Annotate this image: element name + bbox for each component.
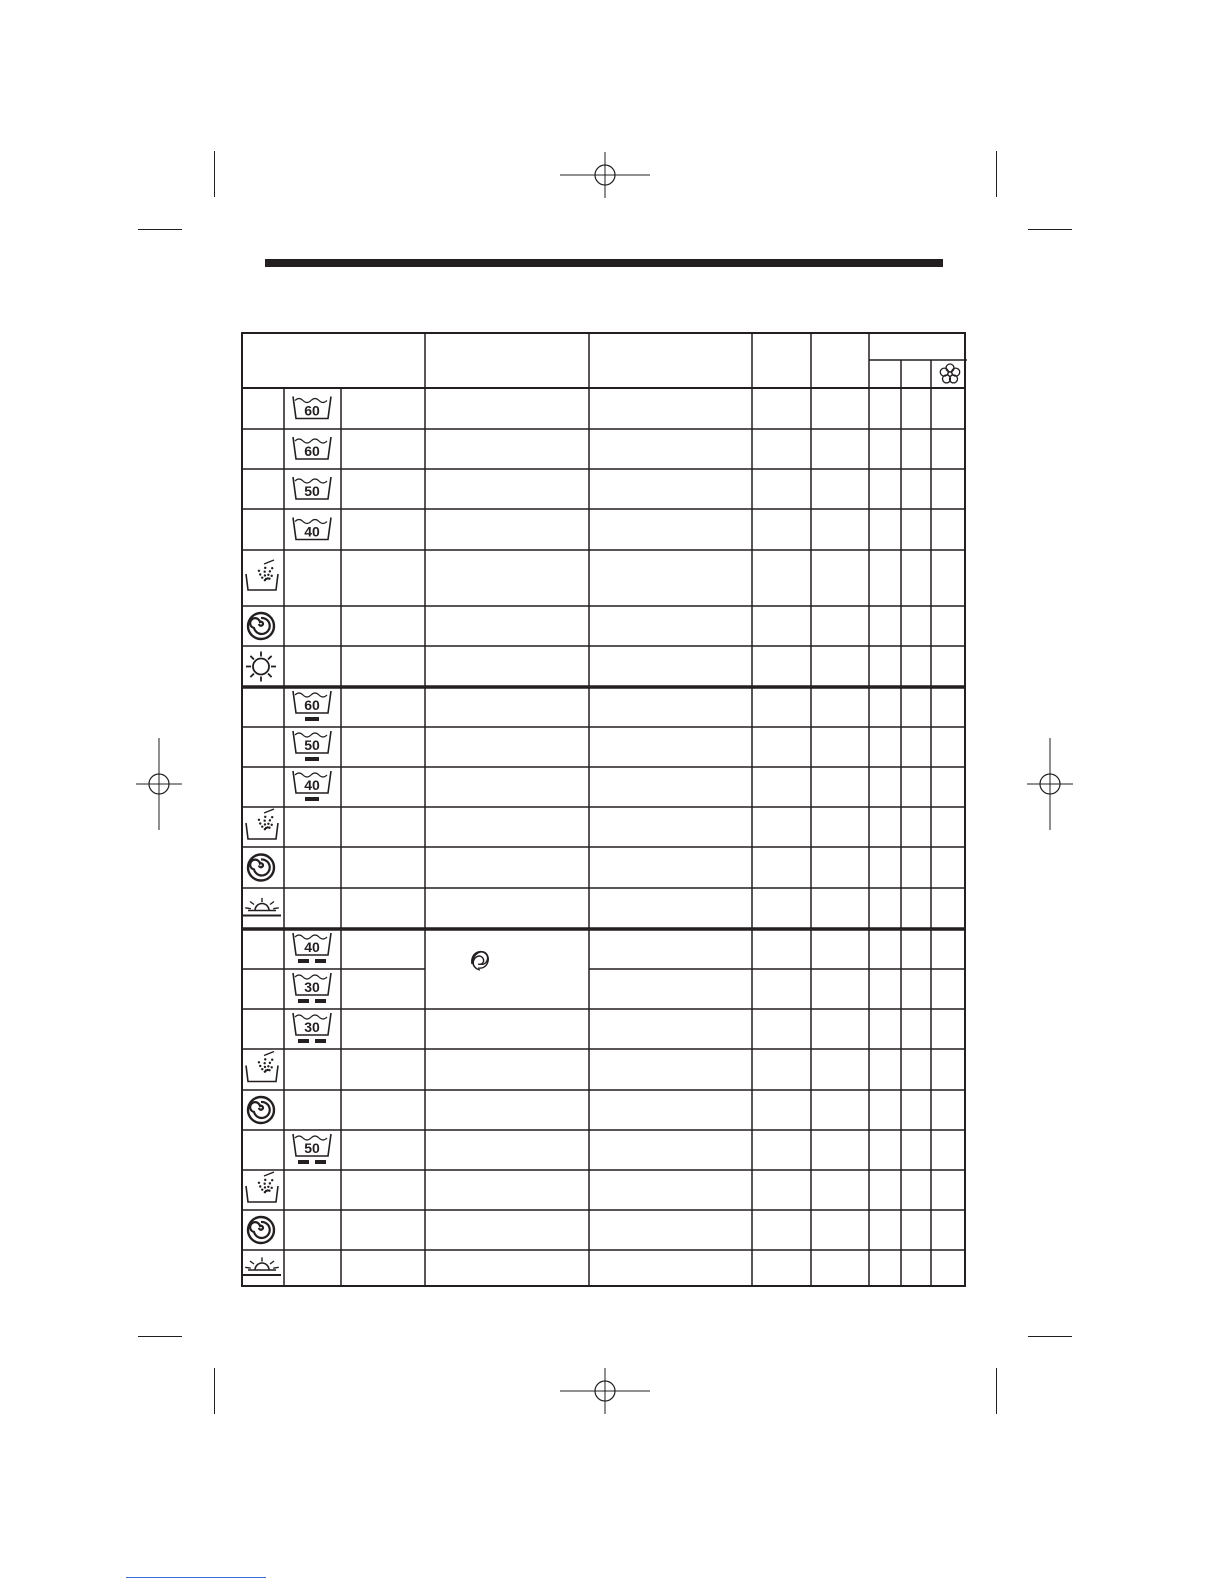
rinse-icon <box>246 1172 278 1202</box>
wash-programme-table <box>241 332 967 1288</box>
wash-temperature-icon <box>293 1134 331 1164</box>
spin-icon <box>248 613 274 639</box>
crop-mark-bottom-left-horizontal <box>138 1336 182 1337</box>
crop-mark-bottom-right-horizontal <box>1028 1336 1072 1337</box>
spin-icon <box>248 855 274 881</box>
rinse-icon <box>246 560 278 590</box>
wash-temperature-icon <box>293 973 331 1003</box>
crop-mark-top-right-horizontal <box>1028 229 1072 230</box>
wash-temperature-icon <box>293 933 331 963</box>
spin-icon <box>248 1217 274 1243</box>
wash-temperature-label: 40 <box>304 777 320 793</box>
wash-temperature-icon <box>293 691 331 721</box>
wash-temperature-label: 30 <box>304 979 320 995</box>
wash-temperature-label: 60 <box>304 697 320 713</box>
wash-temperature-label: 30 <box>304 1019 320 1035</box>
registration-mark-right <box>1027 738 1073 830</box>
registration-mark-top <box>558 152 652 198</box>
crop-mark-top-left-horizontal <box>138 229 182 230</box>
registration-mark-left <box>136 738 182 830</box>
wash-temperature-icon <box>293 1013 331 1043</box>
wash-temperature-icon <box>293 771 331 801</box>
wash-temperature-label: 50 <box>304 1140 320 1156</box>
drain-sunrise-icon <box>243 898 281 916</box>
wash-temperature-label: 60 <box>304 402 320 419</box>
crop-mark-top-left-vertical <box>214 151 215 197</box>
rinse-icon <box>246 1052 278 1082</box>
drain-sun-icon <box>246 652 276 682</box>
wash-temperature-icon <box>293 731 331 761</box>
wash-temperature-label: 50 <box>304 483 320 499</box>
registration-mark-bottom <box>558 1368 652 1414</box>
wash-temperature-label: 50 <box>304 737 320 753</box>
wash-temperature-icon <box>293 477 331 499</box>
wash-temperature-label: 60 <box>304 443 320 459</box>
wash-temperature-icon <box>293 518 331 540</box>
footer-link-underline <box>126 1577 266 1578</box>
crop-mark-bottom-right-vertical <box>996 1368 997 1414</box>
crop-mark-top-right-vertical <box>996 151 997 197</box>
row-symbol-layer <box>241 332 967 1288</box>
crop-mark-bottom-left-vertical <box>214 1368 215 1414</box>
spin-icon <box>248 1097 274 1123</box>
header-rule <box>265 259 943 267</box>
wash-temperature-icon <box>293 397 331 419</box>
rinse-icon <box>246 809 278 839</box>
wash-temperature-icon <box>293 437 331 459</box>
wash-temperature-label: 40 <box>304 939 320 955</box>
drain-sunrise-icon <box>243 1257 281 1275</box>
wash-temperature-label: 40 <box>304 523 320 540</box>
